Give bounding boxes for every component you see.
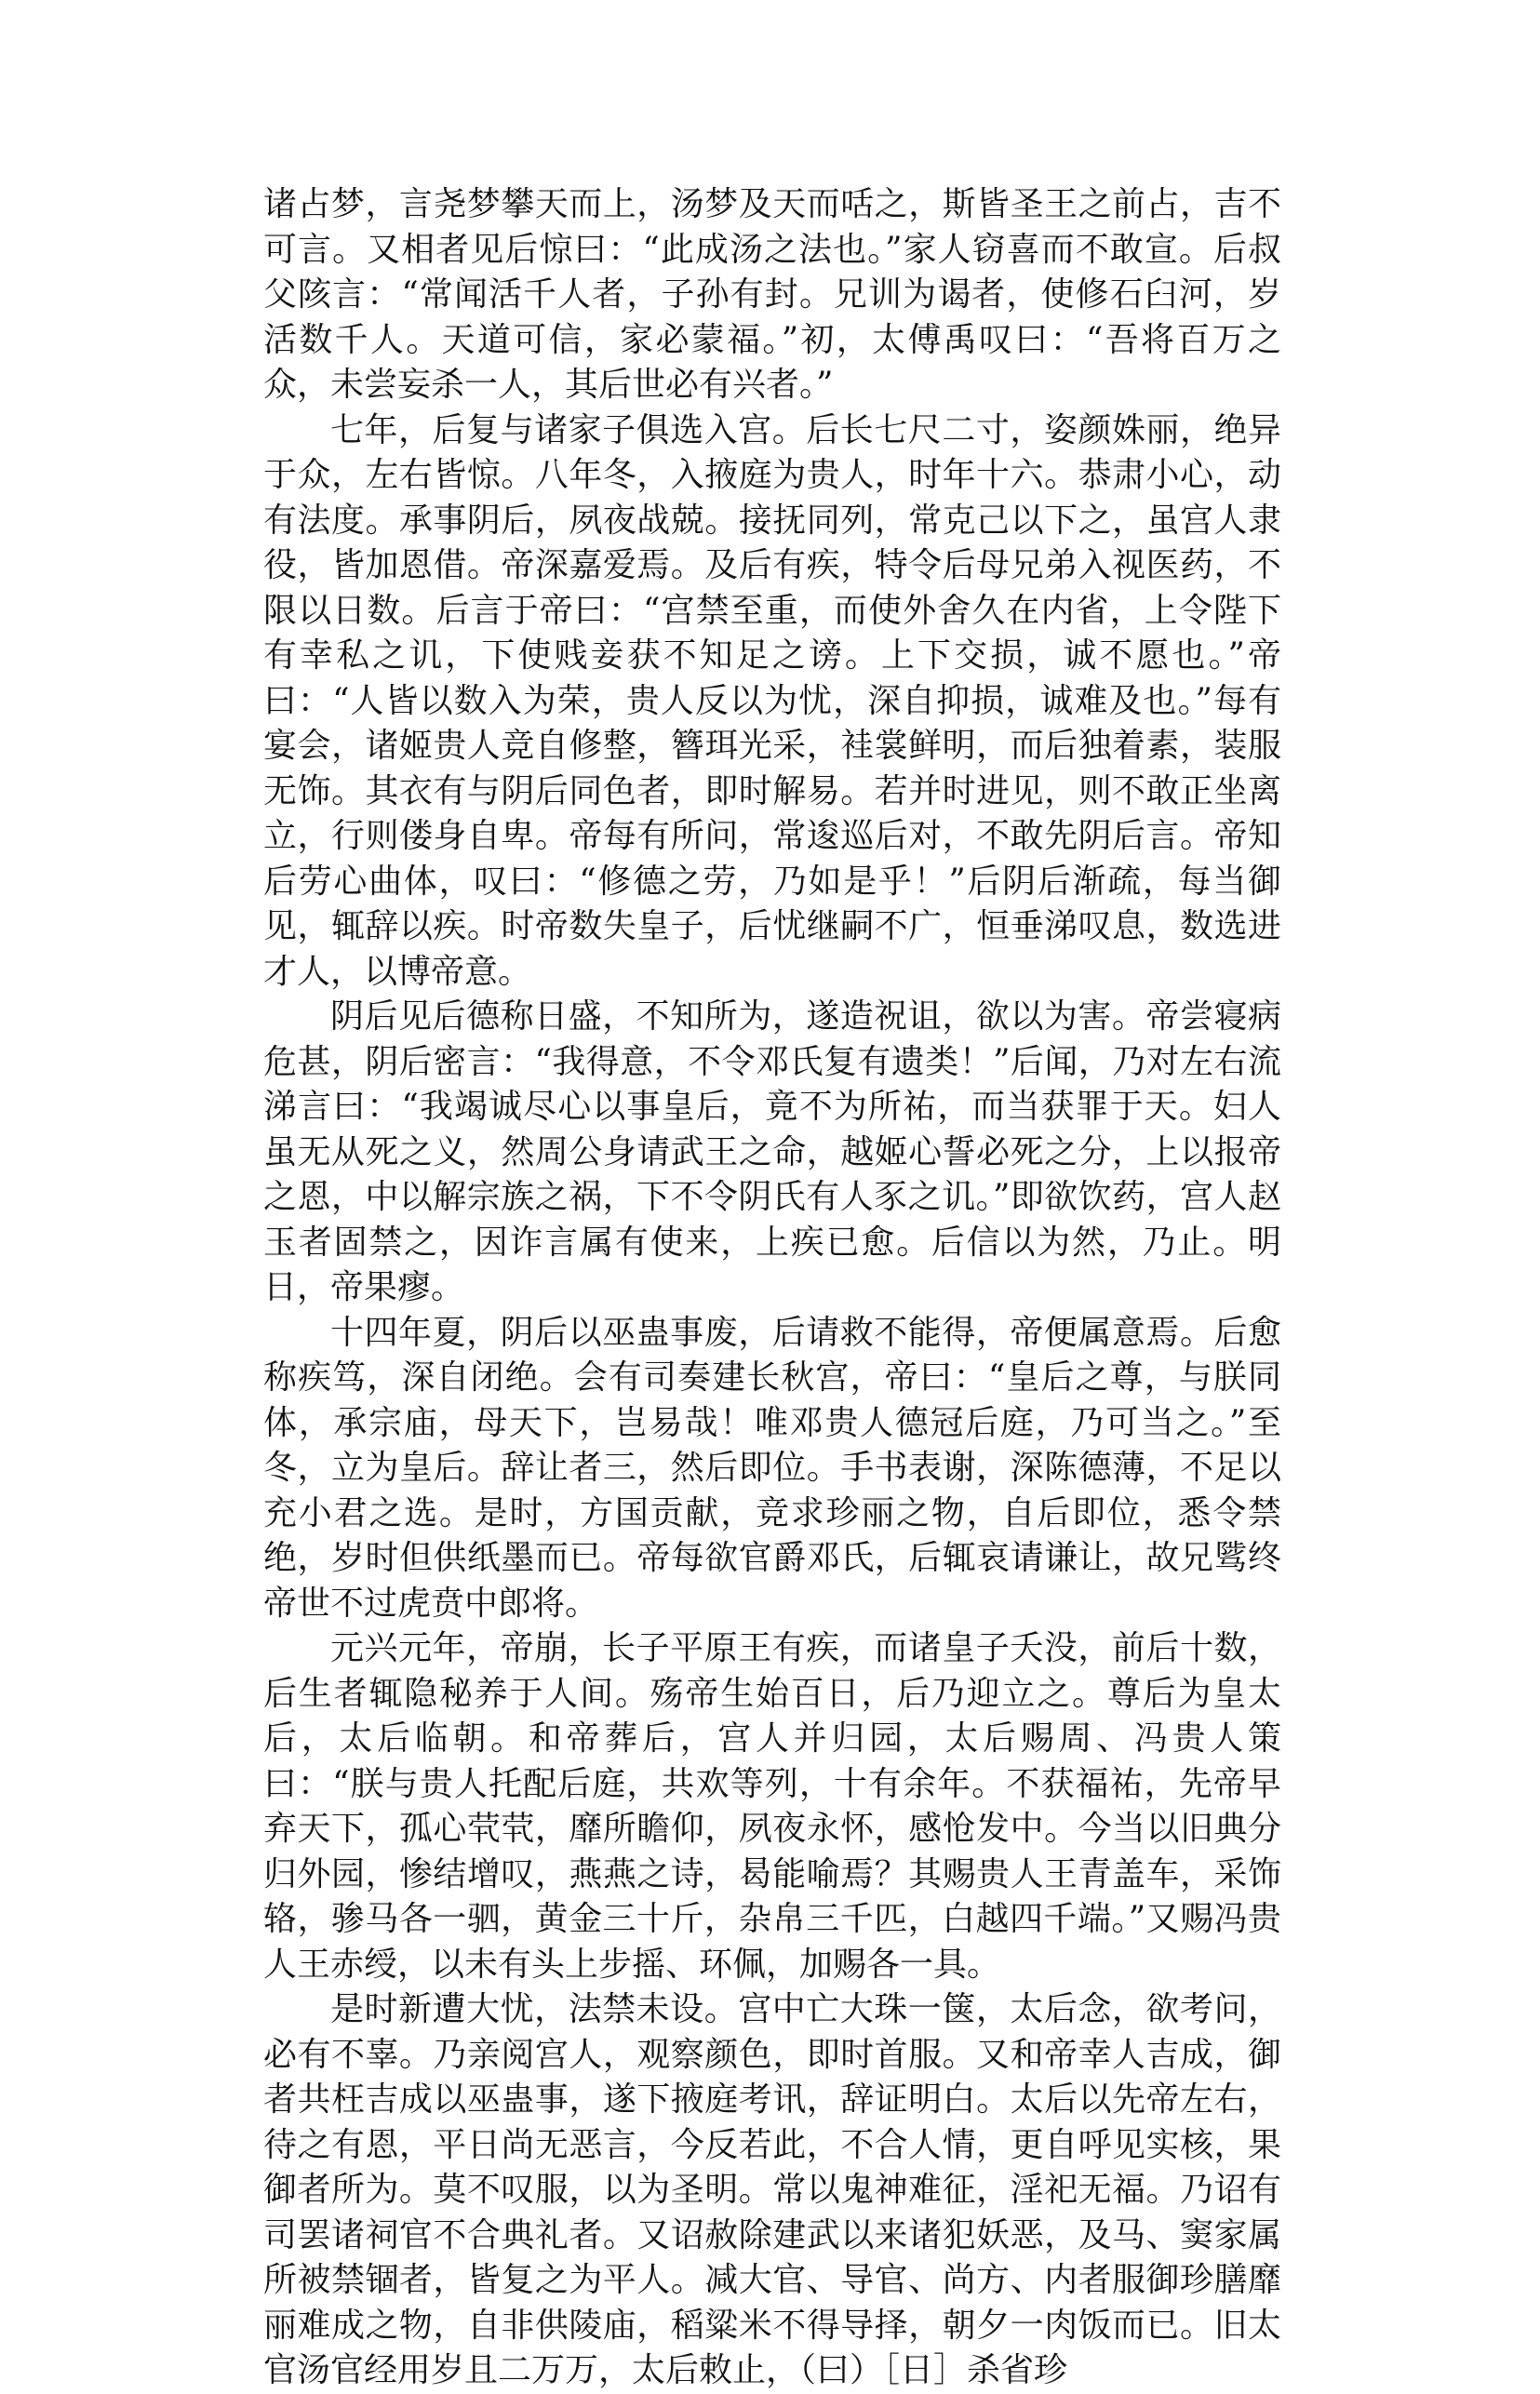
- document-page: [263, 182, 1281, 2394]
- paragraph-5: 元兴元年，帝崩，长子平原王有疾，而诸皇子夭没，前后十数，后生者辄隐秘养于人间。殇帝生始百日，后乃迎立之。尊后为皇太后，太后临朝。和帝葬后，宫人并归园，太后赐周、冯贵人策曰：“朕与贵人托配后庭，共欢等列，十有余年。不获福祐，先帝早弃天下，孤心茕茕，靡所瞻仰，夙夜永怀，感怆发中。今当以旧典分归外园，惨结增叹，燕燕之诗，曷能喻焉？其赐贵人王青盖车，采饰辂，骖马各一驷，黄金三十斤，杂帛三千匹，白越四千端。”又赐冯贵人王赤绶，以未有头上步摇、环佩，加赐各一具。: [263, 1629, 1281, 1984]
- paragraph-4: 十四年夏，阴后以巫蛊事废，后请救不能得，帝便属意焉。后愈称疾笃，深自闭绝。会有司奏建长秋宫，帝曰：“皇后之尊，与朕同体，承宗庙，母天下，岂易哉！唯邓贵人德冠后庭，乃可当之。”至冬，立为皇后。辞让者三，然后即位。手书表谢，深陈德薄，不足以充小君之选。是时，方国贡献，竞求珍丽之物，自后即位，悉令禁绝，岁时但供纸墨而已。帝每欲官爵邓氏，后辄哀请谦让，故兄骘终帝世不过虎贲中郎将。: [263, 1313, 1281, 1623]
- paragraph-6: 是时新遭大忧，法禁未设。宫中亡大珠一箧，太后念，欲考问，必有不辜。乃亲阅宫人，观察颜色，即时首服。又和帝幸人吉成，御者共枉吉成以巫蛊事，遂下掖庭考讯，辞证明白。太后以先帝左右，待之有恩，平日尚无恶言，今反若此，不合人情，更自呼见实核，果御者所为。莫不叹服，以为圣明。常以鬼神难征，淫祀无福。乃诏有司罢诸祠官不合典礼者。又诏赦除建武以来诸犯妖恶，及马、窦家属所被禁锢者，皆复之为平人。减大官、导官、尚方、内者服御珍膳靡丽难成之物，自非供陵庙，稻粱米不得导择，朝夕一肉饭而已。旧太官汤官经用岁且二万万，太后敕止，（曰）［日］杀省珍: [263, 1990, 1281, 2389]
- paragraph-2: 七年，后复与诸家子俱选入宫。后长七尺二寸，姿颜姝丽，绝异于众，左右皆惊。八年冬，入掖庭为贵人，时年十六。恭肃小心，动有法度。承事阴后，夙夜战兢。接抚同列，常克己以下之，虽宫人隶役，皆加恩借。帝深嘉爱焉。及后有疾，特令后母兄弟入视医药，不限以日数。后言于帝曰：“宫禁至重，而使外舍久在内省，上令陛下有幸私之讥，下使贱妾获不知足之谤。上下交损，诚不愿也。”帝曰：“人皆以数入为荣，贵人反以为忧，深自抑损，诚难及也。”每有宴会，诸姬贵人竞自修整，簪珥光采，袿裳鲜明，而后独着素，装服无饰。其衣有与阴后同色者，即时解易。若并时进见，则不敢正坐离立，行则偻身自卑。帝每有所问，常逡巡后对，不敢先阴后言。帝知后劳心曲体，叹曰：“修德之劳，乃如是乎！”后阴后渐疏，每当御见，辄辞以疾。时帝数失皇子，后忧继嗣不广，恒垂涕叹息，数选进才人，以博帝意。: [263, 410, 1281, 991]
- paragraph-1: 诸占梦，言尧梦攀天而上，汤梦及天而咶之，斯皆圣王之前占，吉不可言。又相者见后惊曰：“此成汤之法也。”家人窃喜而不敢宣。后叔父陔言：“常闻活千人者，子孙有封。兄训为谒者，使修石臼河，岁活数千人。天道可信，家必蒙福。”初，太傅禹叹曰：“吾将百万之众，未尝妄杀一人，其后世必有兴者。”: [263, 185, 1281, 404]
- paragraph-3: 阴后见后德称日盛，不知所为，遂造祝诅，欲以为害。帝尝寝病危甚，阴后密言：“我得意，不令邓氏复有遗类！”后闻，乃对左右流涕言曰：“我竭诚尽心以事皇后，竟不为所祐，而当获罪于天。妇人虽无从死之义，然周公身请武王之命，越姬心誓必死之分，上以报帝之恩，中以解宗族之祸，下不令阴氏有人豕之讥。”即欲饮药，宫人赵玉者固禁之，因诈言属有使来，上疾已愈。后信以为然，乃止。明日，帝果瘳。: [263, 997, 1281, 1306]
